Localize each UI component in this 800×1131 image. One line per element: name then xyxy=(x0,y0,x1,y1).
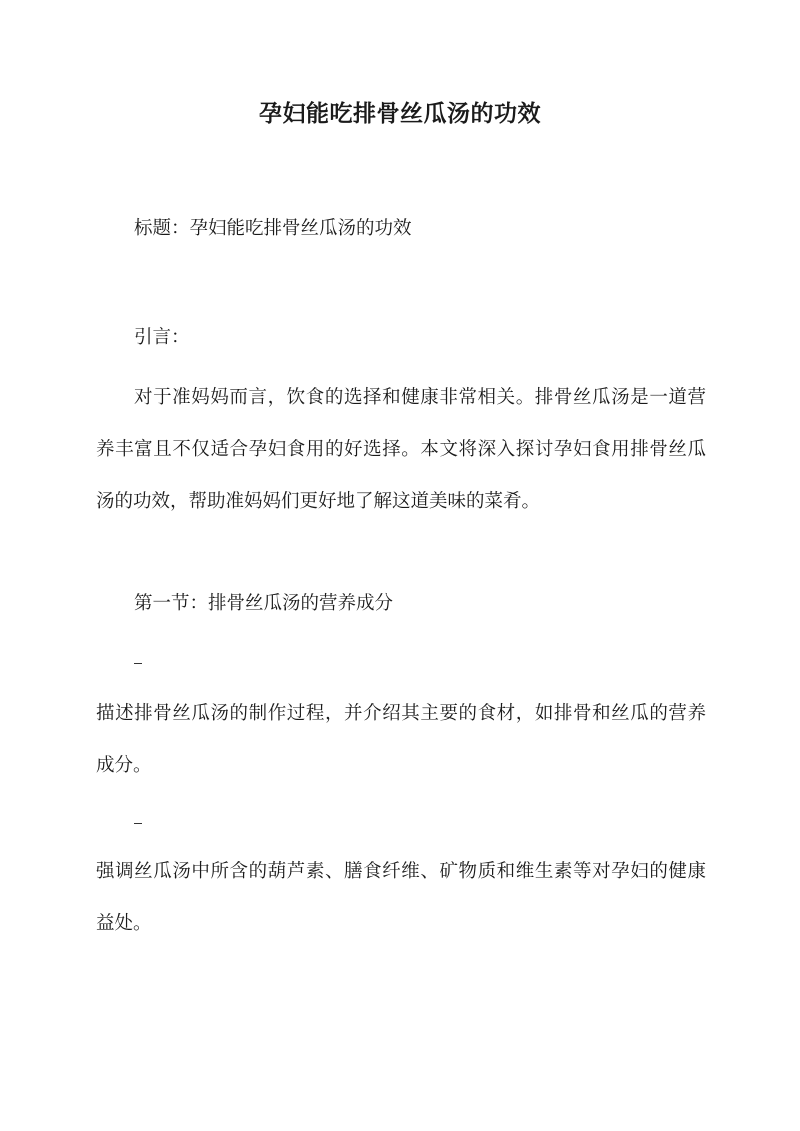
section1-heading: 第一节：排骨丝瓜汤的营养成分 xyxy=(134,593,394,614)
document-title: 孕妇能吃排骨丝瓜汤的功效 xyxy=(259,100,541,127)
subject-line: 标题：孕妇能吃排骨丝瓜汤的功效 xyxy=(134,218,412,239)
section1-item-1: 描述排骨丝瓜汤的制作过程，并介绍其主要的食材，如排骨和丝瓜的营养成分。 xyxy=(96,703,706,776)
intro-heading: 引言： xyxy=(134,327,190,348)
list-bullet-dash xyxy=(134,823,142,824)
section1-item-2: 强调丝瓜汤中所含的葫芦素、膳食纤维、矿物质和维生素等对孕妇的健康益处。 xyxy=(96,861,706,934)
intro-paragraph: 对于准妈妈而言，饮食的选择和健康非常相关。排骨丝瓜汤是一道营养丰富且不仅适合孕妇食用的好选择。本文将深入探讨孕妇食用排骨丝瓜汤的功效，帮助准妈妈们更好地了解这道美味的菜肴。 xyxy=(96,387,706,512)
list-bullet-dash xyxy=(134,663,142,664)
